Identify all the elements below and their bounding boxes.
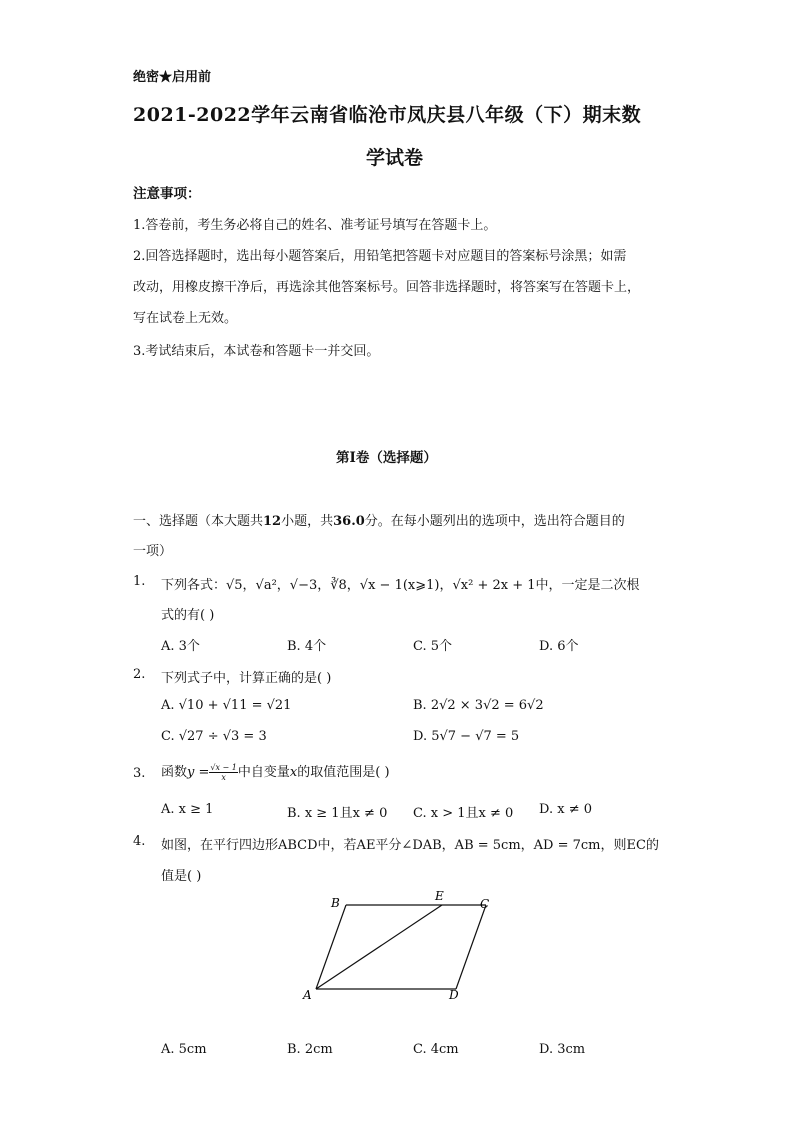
question-1-stem: 下列各式：√5，√a²，√−3，∛8，√x − 1(x⩾1)，√x² + 2x + 1中，一定是二次根 bbox=[161, 578, 640, 593]
question-1-option-b[interactable]: B. 4个 bbox=[287, 639, 327, 654]
secret-label: 绝密★启用前 bbox=[133, 70, 212, 85]
question-1-stem-cont: 式的有( ) bbox=[161, 608, 215, 623]
segment-ab bbox=[316, 905, 346, 989]
question-4-number: 4. bbox=[133, 834, 146, 849]
label-a: A bbox=[303, 988, 312, 1002]
exam-title-line2: 学试卷 bbox=[366, 147, 424, 169]
question-4-stem-cont: 值是( ) bbox=[161, 869, 202, 884]
notice-title: 注意事项： bbox=[133, 186, 201, 202]
part1-heading bbox=[133, 510, 625, 529]
label-d: D bbox=[449, 988, 459, 1002]
question-4-stem: 如图，在平行四边形ABCD中，若AE平分∠DAB，AB = 5cm，AD = 7cm，则EC的 bbox=[161, 838, 659, 853]
question-3-frac-num: √x − 1 bbox=[210, 763, 237, 772]
part1-count: 12 bbox=[263, 514, 282, 529]
notice-item-3: 3.考试结束后，本试卷和答题卡一并交回。 bbox=[133, 344, 380, 359]
label-c: C bbox=[480, 897, 490, 911]
exam-title-line1: 2021-2022学年云南省临沧市凤庆县八年级（下）期末数 bbox=[133, 104, 642, 126]
notice-item-2-cont: 改动，用橡皮擦干净后，再选涂其他答案标号。回答非选择题时，将答案写在答题卡上， bbox=[133, 280, 641, 295]
label-e: E bbox=[435, 889, 444, 903]
question-3-y: y = bbox=[187, 765, 210, 780]
question-3-number: 3. bbox=[133, 766, 146, 781]
notice-item-1: 1.答卷前，考生务必将自己的姓名、准考证号填写在答题卡上。 bbox=[133, 218, 497, 233]
part1-mid: 小题，共 bbox=[281, 514, 334, 529]
question-3-option-c[interactable]: C. x > 1且x ≠ 0 bbox=[413, 806, 514, 821]
question-3-stem-a: 函数 bbox=[161, 765, 188, 780]
label-b: B bbox=[331, 896, 340, 910]
question-4-option-d[interactable]: D. 3cm bbox=[539, 1042, 586, 1057]
notice-item-2: 2.回答选择题时，选出每小题答案后，用铅笔把答题卡对应题目的答案标号涂黑；如需 bbox=[133, 249, 627, 264]
question-4-option-a[interactable]: A. 5cm bbox=[161, 1042, 207, 1057]
question-1-option-c[interactable]: C. 5个 bbox=[413, 639, 453, 654]
part1-heading-cont: 一项） bbox=[133, 544, 173, 559]
parallelogram-figure bbox=[300, 885, 500, 1003]
question-3-option-d[interactable]: D. x ≠ 0 bbox=[539, 802, 592, 817]
question-3-frac-den: x bbox=[221, 773, 226, 782]
question-1-option-d[interactable]: D. 6个 bbox=[539, 639, 579, 654]
part1-score: 36.0 bbox=[333, 514, 365, 529]
section-title: 第I卷（选择题） bbox=[336, 450, 437, 466]
question-1-number: 1. bbox=[133, 574, 146, 589]
question-4-option-c[interactable]: C. 4cm bbox=[413, 1042, 459, 1057]
question-2-option-c[interactable]: C. √27 ÷ √3 = 3 bbox=[161, 729, 267, 744]
question-3-stem bbox=[161, 761, 390, 782]
question-3-option-a[interactable]: A. x ≥ 1 bbox=[161, 802, 214, 817]
part1-prefix: 一、选择题（本大题共 bbox=[133, 514, 264, 529]
question-2-option-d[interactable]: D. 5√7 − √7 = 5 bbox=[413, 729, 520, 744]
question-3-option-b[interactable]: B. x ≥ 1且x ≠ 0 bbox=[287, 806, 388, 821]
question-2-option-a[interactable]: A. √10 + √11 = √21 bbox=[161, 698, 292, 713]
question-2-number: 2. bbox=[133, 667, 146, 682]
question-3-stem-b: 中自变量 bbox=[237, 765, 290, 780]
question-2-stem: 下列式子中，计算正确的是( ) bbox=[161, 671, 332, 686]
question-3-fraction bbox=[209, 763, 238, 782]
segment-dc bbox=[456, 905, 486, 989]
question-3-stem-c: 的取值范围是( ) bbox=[297, 765, 390, 780]
question-2-option-b[interactable]: B. 2√2 × 3√2 = 6√2 bbox=[413, 698, 544, 713]
question-4-option-b[interactable]: B. 2cm bbox=[287, 1042, 333, 1057]
part1-suffix: 分。在每小题列出的选项中，选出符合题目的 bbox=[364, 514, 625, 529]
question-3-x: x bbox=[289, 765, 298, 780]
segment-ae bbox=[316, 905, 442, 989]
notice-item-2-end: 写在试卷上无效。 bbox=[133, 311, 238, 326]
question-1-option-a[interactable]: A. 3个 bbox=[161, 639, 200, 654]
